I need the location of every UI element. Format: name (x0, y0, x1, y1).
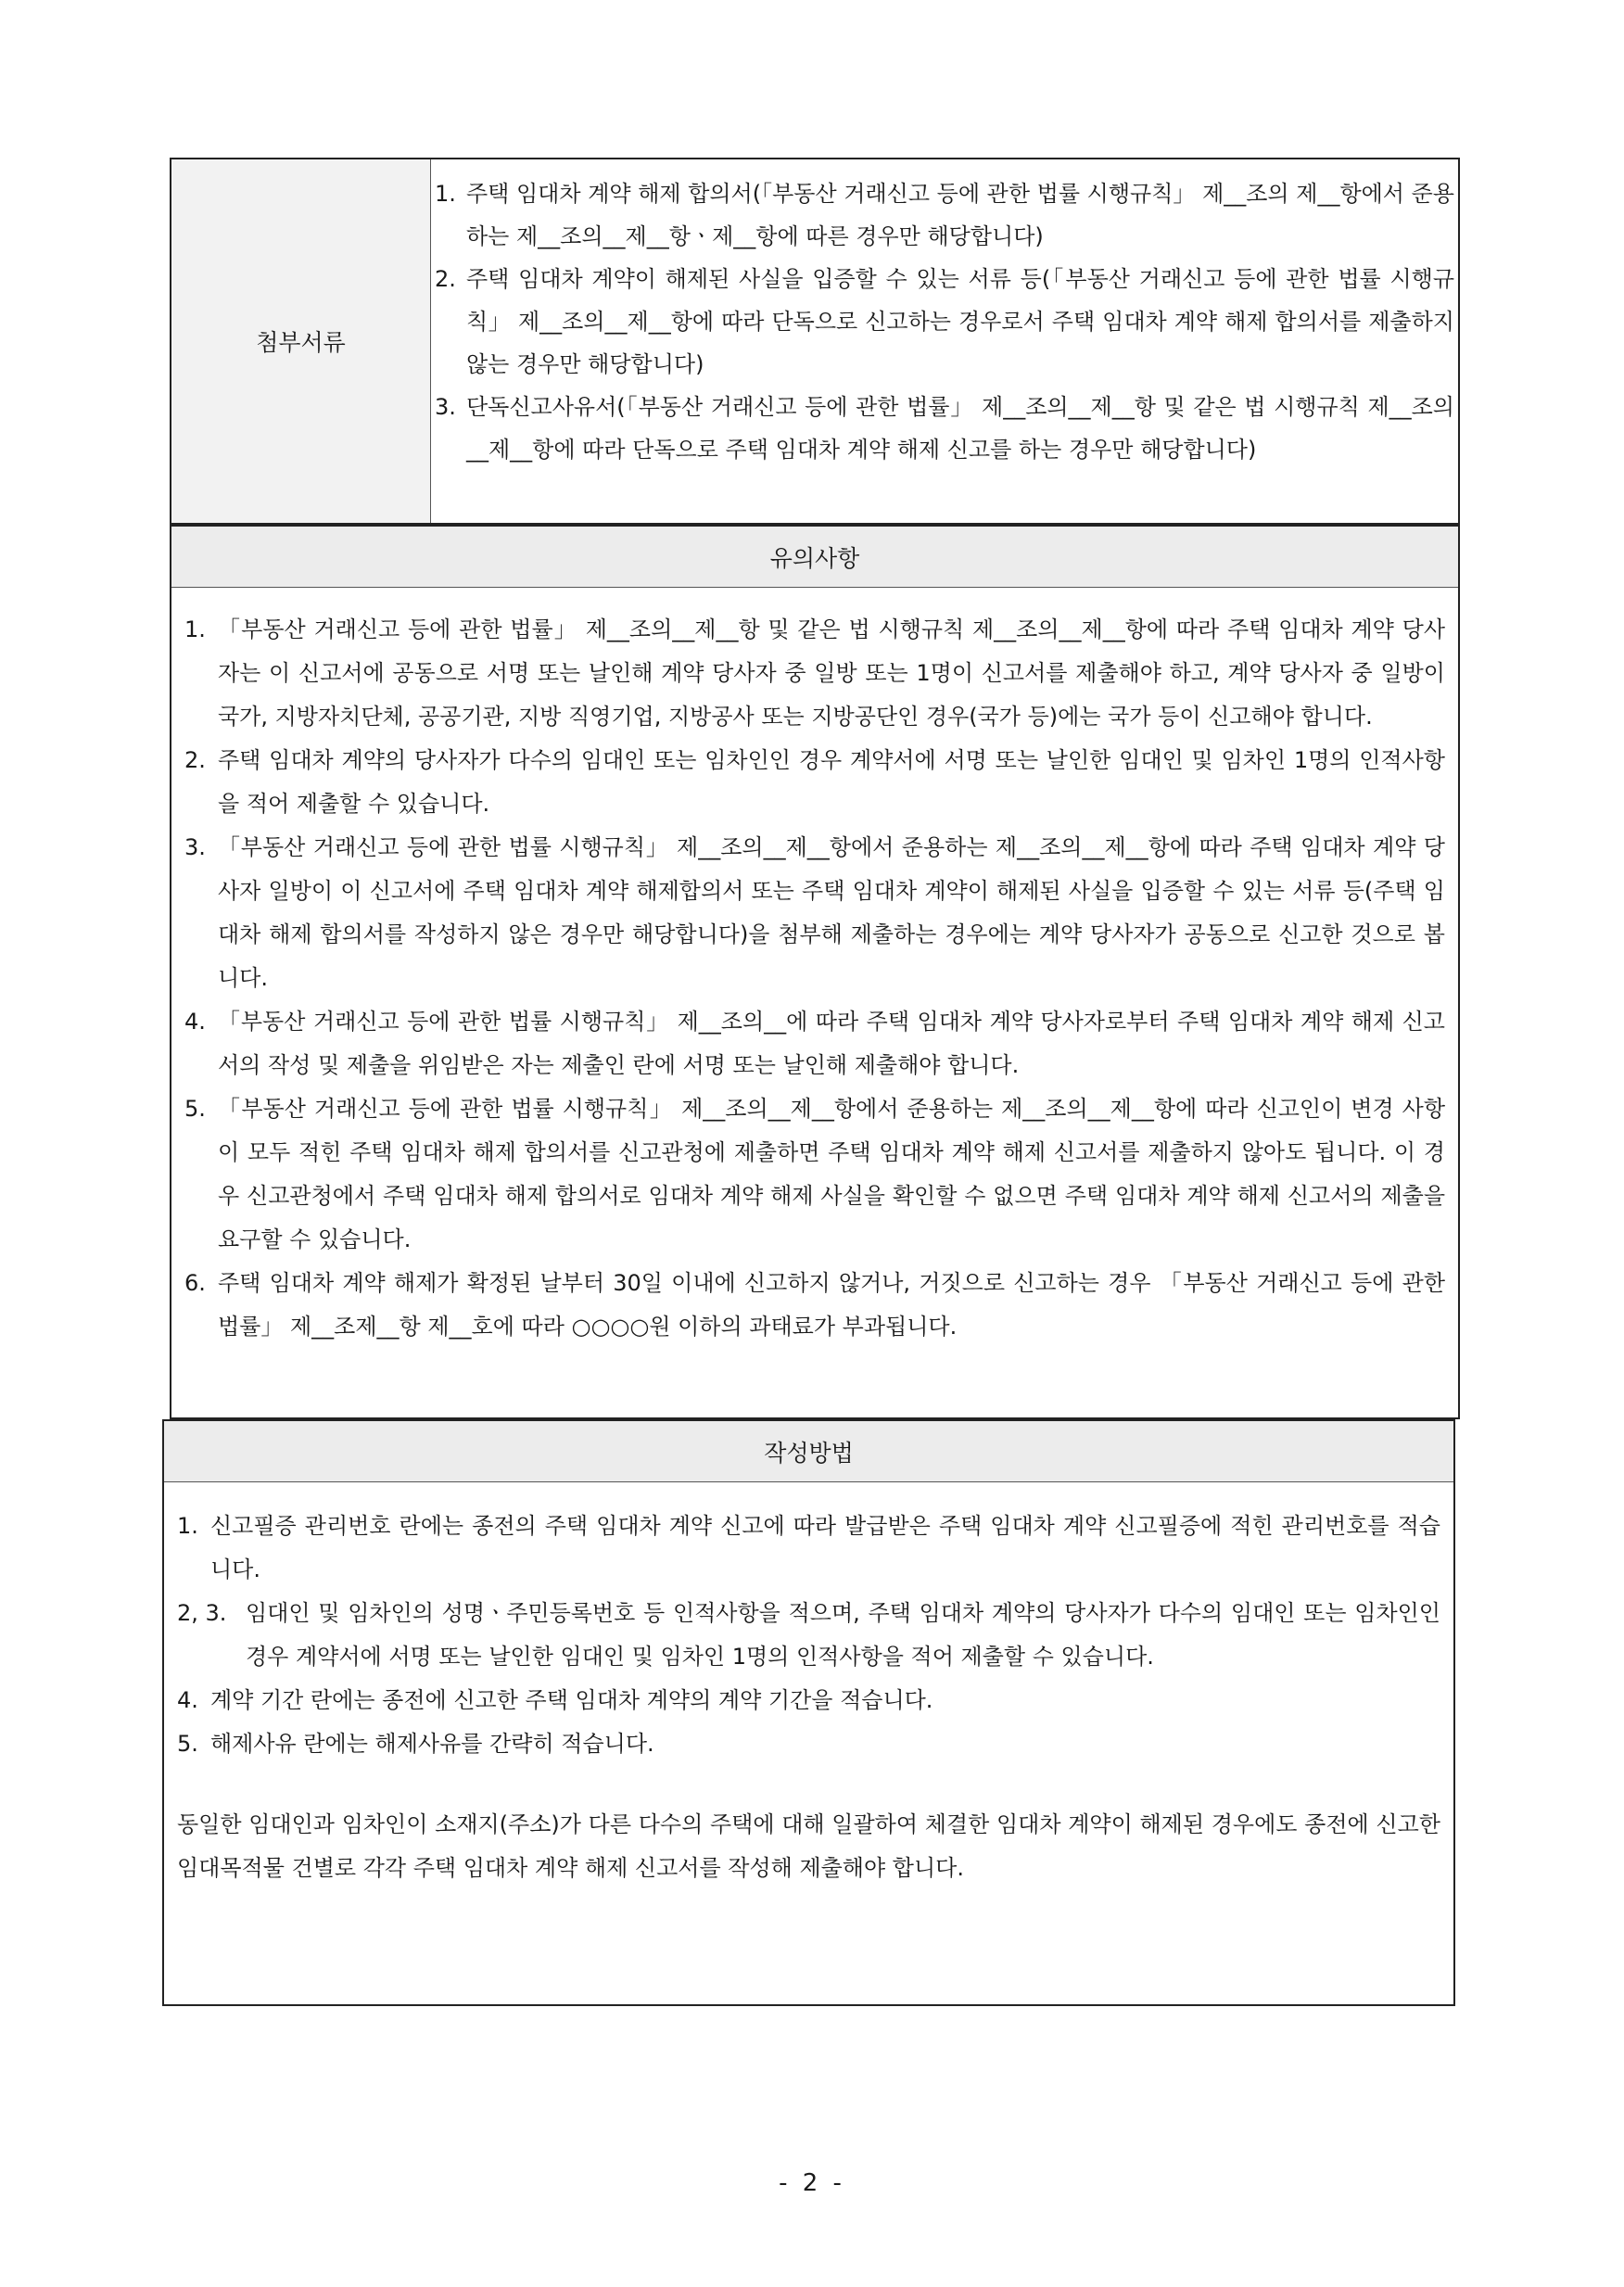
notes-list (171, 588, 1458, 1349)
note-number: 6. (184, 1270, 206, 1296)
method-number: 4. (177, 1687, 198, 1713)
notes-box (170, 525, 1460, 1419)
method-text: 해제사유 란에는 해제사유를 간략히 적습니다. (210, 1731, 654, 1757)
attachments-list (431, 159, 1458, 523)
method-heading: 작성방법 (164, 1421, 1453, 1482)
note-text: 「부동산 거래신고 등에 관한 법률 시행규칙」 제__조의__제__항에서 준용하는 제__조의__제__항에 따라 신고인이 변경 사항이 모두 적힌 주택 임대차 해제 합의서를 신고관청에 제출하면 주택 임대차 계약 해제 신고서를 제출하지 않아도 됩니다. 이 경우 신고관청에서 주택 임대차 해제 합의서로 임대차 계약 해제 사실을 확인할 수 없으면 주택 임대차 계약 해제 신고서의 제출을 요구할 수 있습니다. (218, 1096, 1445, 1252)
attachments-label: 첨부서류 (171, 159, 431, 523)
attachment-text: 주택 임대차 계약 해제 합의서(「부동산 거래신고 등에 관한 법률 시행규칙」 제__조의 제__항에서 준용하는 제__조의__제__항ㆍ제__항에 따른 경우만 해당합니다) (466, 181, 1454, 249)
method-list (164, 1482, 1453, 1890)
note-text: 「부동산 거래신고 등에 관한 법률 시행규칙」 제__조의__에 따라 주택 임대차 계약 당사자로부터 주택 임대차 계약 해제 신고서의 작성 및 제출을 위임받은 자는 제출인 란에 서명 또는 날인해 제출해야 합니다. (218, 1009, 1445, 1078)
method-number: 5. (177, 1731, 198, 1757)
note-number: 4. (184, 1009, 206, 1035)
method-footer-note: 동일한 임대인과 임차인이 소재지(주소)가 다른 다수의 주택에 대해 일괄하여 체결한 임대차 계약이 해제된 경우에도 종전에 신고한 임대목적물 건별로 각각 주택 임대차 계약 해제 신고서를 작성해 제출해야 합니다. (177, 1811, 1440, 1881)
note-number: 5. (184, 1096, 206, 1122)
method-text: 신고필증 관리번호 란에는 종전의 주택 임대차 계약 신고에 따라 발급받은 주택 임대차 계약 신고필증에 적힌 관리번호를 적습니다. (210, 1513, 1440, 1582)
page-number: - 2 - (779, 2169, 845, 2197)
notes-heading: 유의사항 (171, 527, 1458, 588)
method-item (177, 1592, 1440, 1679)
attachment-number: 2. (435, 266, 456, 292)
attachment-number: 1. (435, 181, 456, 207)
note-number: 1. (184, 616, 206, 642)
method-number: 2, 3. (177, 1600, 227, 1626)
note-item (184, 739, 1445, 826)
note-number: 3. (184, 834, 206, 860)
attachment-text: 단독신고사유서(「부동산 거래신고 등에 관한 법률」 제__조의__제__항 및 같은 법 시행규칙 제__조의__제__항에 따라 단독으로 주택 임대차 계약 해제 신고를 하는 경우만 해당합니다) (466, 394, 1454, 463)
attachment-item (431, 386, 1458, 471)
note-item (184, 826, 1445, 1000)
method-item (177, 1722, 1440, 1766)
attachment-number: 3. (435, 394, 456, 420)
attachment-item (431, 258, 1458, 386)
note-item (184, 1000, 1445, 1087)
note-item (184, 608, 1445, 739)
attachment-item (431, 172, 1458, 258)
attachments-table (170, 158, 1460, 525)
method-text: 임대인 및 임차인의 성명ㆍ주민등록번호 등 인적사항을 적으며, 주택 임대차 계약의 당사자가 다수의 임대인 또는 임차인인 경우 계약서에 서명 또는 날인한 임대인 및 임차인 1명의 인적사항을 적어 제출할 수 있습니다. (246, 1600, 1440, 1670)
method-box (162, 1419, 1455, 2006)
method-text: 계약 기간 란에는 종전에 신고한 주택 임대차 계약의 계약 기간을 적습니다. (210, 1687, 933, 1713)
method-item (177, 1679, 1440, 1722)
note-item (184, 1262, 1445, 1349)
note-text: 주택 임대차 계약의 당사자가 다수의 임대인 또는 임차인인 경우 계약서에 서명 또는 날인한 임대인 및 임차인 1명의 인적사항을 적어 제출할 수 있습니다. (218, 747, 1445, 817)
note-number: 2. (184, 747, 206, 773)
note-text: 「부동산 거래신고 등에 관한 법률」 제__조의__제__항 및 같은 법 시행규칙 제__조의__제__항에 따라 주택 임대차 계약 당사자는 이 신고서에 공동으로 서명 또는 날인해 계약 당사자 중 일방 또는 1명이 신고서를 제출해야 하고, 계약 당사자 중 일방이 국가, 지방자치단체, 공공기관, 지방 직영기업, 지방공사 또는 지방공단인 경우(국가 등)에는 국가 등이 신고해야 합니다. (218, 616, 1445, 730)
attachment-text: 주택 임대차 계약이 해제된 사실을 입증할 수 있는 서류 등(「부동산 거래신고 등에 관한 법률 시행규칙」 제__조의__제__항에 따라 단독으로 신고하는 경우로서 주택 임대차 계약 해제 합의서를 제출하지 않는 경우만 해당합니다) (466, 266, 1454, 377)
method-number: 1. (177, 1513, 198, 1539)
method-item (177, 1505, 1440, 1592)
note-text: 주택 임대차 계약 해제가 확정된 날부터 30일 이내에 신고하지 않거나, 거짓으로 신고하는 경우 「부동산 거래신고 등에 관한 법률」 제__조제__항 제__호에 따라 ○○○○원 이하의 과태료가 부과됩니다. (218, 1270, 1445, 1340)
note-item (184, 1087, 1445, 1262)
note-text: 「부동산 거래신고 등에 관한 법률 시행규칙」 제__조의__제__항에서 준용하는 제__조의__제__항에 따라 주택 임대차 계약 당사자 일방이 이 신고서에 주택 임대차 계약 해제합의서 또는 주택 임대차 계약이 해제된 사실을 입증할 수 있는 서류 등(주택 임대차 해제 합의서를 작성하지 않은 경우만 해당합니다)을 첨부해 제출하는 경우에는 계약 당사자가 공동으로 신고한 것으로 봅니다. (218, 834, 1445, 991)
